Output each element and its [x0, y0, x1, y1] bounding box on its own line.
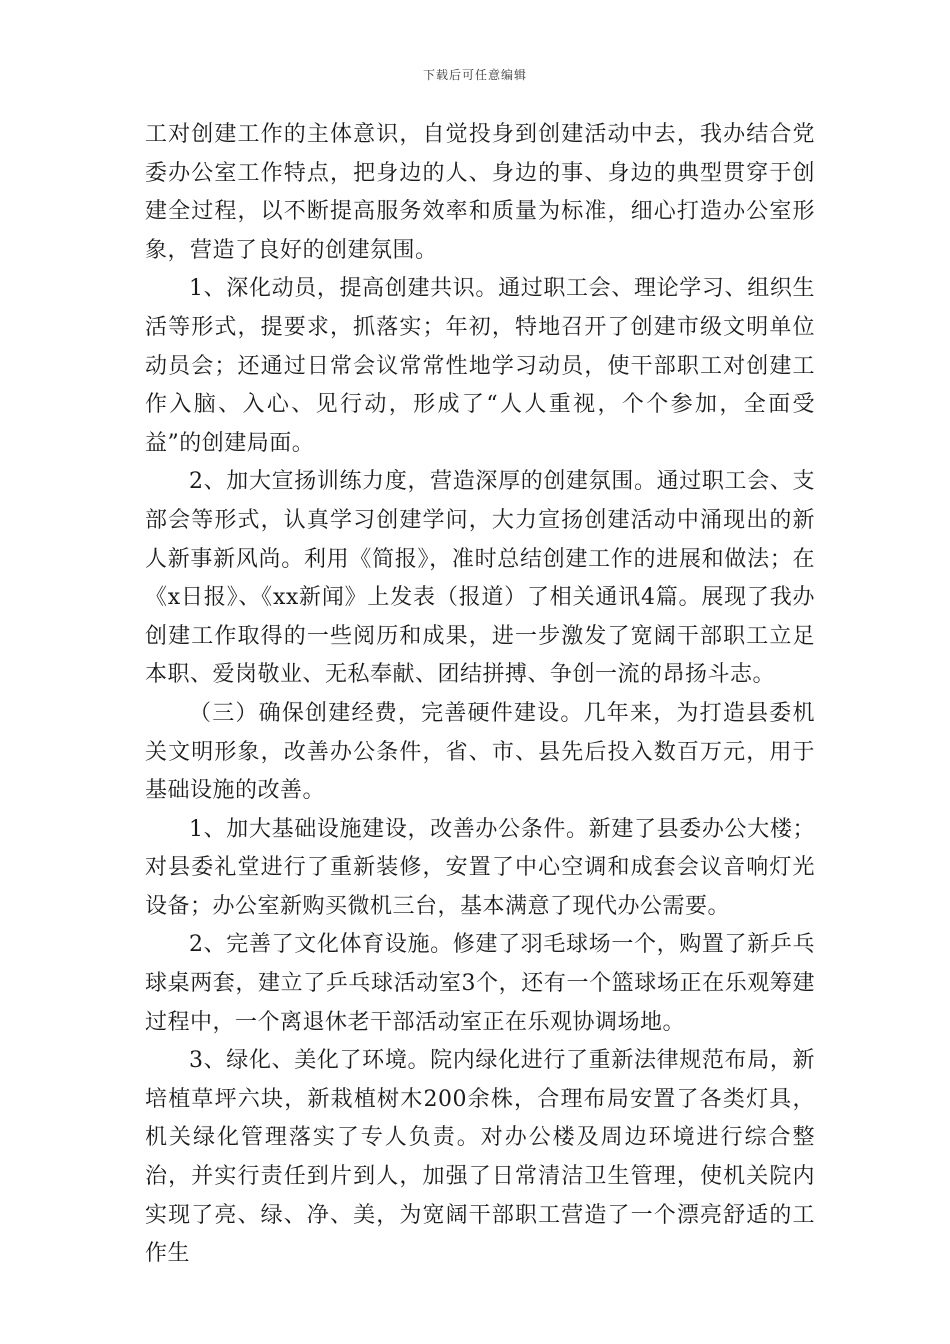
- paragraph-4: （三）确保创建经费，完善硬件建设。几年来，为打造县委机关文明形象，改善办公条件，省、市、县先后投入数百万元，用于基础设施的改善。: [145, 700, 815, 804]
- paragraph-7: 3、绿化、美化了环境。院内绿化进行了重新法律规范布局，新培植草坪六块，新栽植树木200余株，合理布局安置了各类灯具，机关绿化管理落实了专人负责。对办公楼及周边环境进行综合整治，并实行责任到片到人，加强了日常清洁卫生管理，使机关院内实现了亮、绿、净、美，为宽阔干部职工营造了一个漂亮舒适的工作生: [145, 1048, 815, 1267]
- document-body: [145, 116, 815, 1274]
- page-header: 下载后可任意编辑: [422, 68, 527, 82]
- paragraph-6: 2、完善了文化体育设施。修建了羽毛球场一个，购置了新乒乓球桌两套，建立了乒乓球活动室3个，还有一个篮球场正在乐观筹建过程中，一个离退休老干部活动室正在乐观协调场地。: [145, 932, 815, 1035]
- paragraph-3: 2、加大宣扬训练力度，营造深厚的创建氛围。通过职工会、支部会等形式，认真学习创建学问，大力宣扬创建活动中涌现出的新人新事新风尚。利用《简报》，准时总结创建工作的进展和做法；在《x日报》、《xx新闻》上发表（报道）了相关通讯4篇。展现了我办创建工作取得的一些阅历和成果，进一步激发了宽阔干部职工立足本职、爱岗敬业、无私奉献、团结拼搏、争创一流的昂扬斗志。: [145, 469, 815, 688]
- paragraph-1: 工对创建工作的主体意识，自觉投身到创建活动中去，我办结合党委办公室工作特点，把身边的人、身边的事、身边的典型贯穿于创建全过程，以不断提高服务效率和质量为标准，细心打造办公室形象，营造了良好的创建氛围。: [145, 122, 815, 263]
- paragraph-2: 1、深化动员，提高创建共识。通过职工会、理论学习、组织生活等形式，提要求，抓落实；年初，特地召开了创建市级文明单位动员会；还通过日常会议常常性地学习动员，使干部职工对创建工作入脑、入心、见行动，形成了“人人重视，个个参加，全面受益”的创建局面。: [145, 276, 815, 456]
- paragraph-5: 1、加大基础设施建设，改善办公条件。新建了县委办公大楼；对县委礼堂进行了重新装修，安置了中心空调和成套会议音响灯光设备；办公室新购买微机三台，基本满意了现代办公需要。: [145, 816, 815, 919]
